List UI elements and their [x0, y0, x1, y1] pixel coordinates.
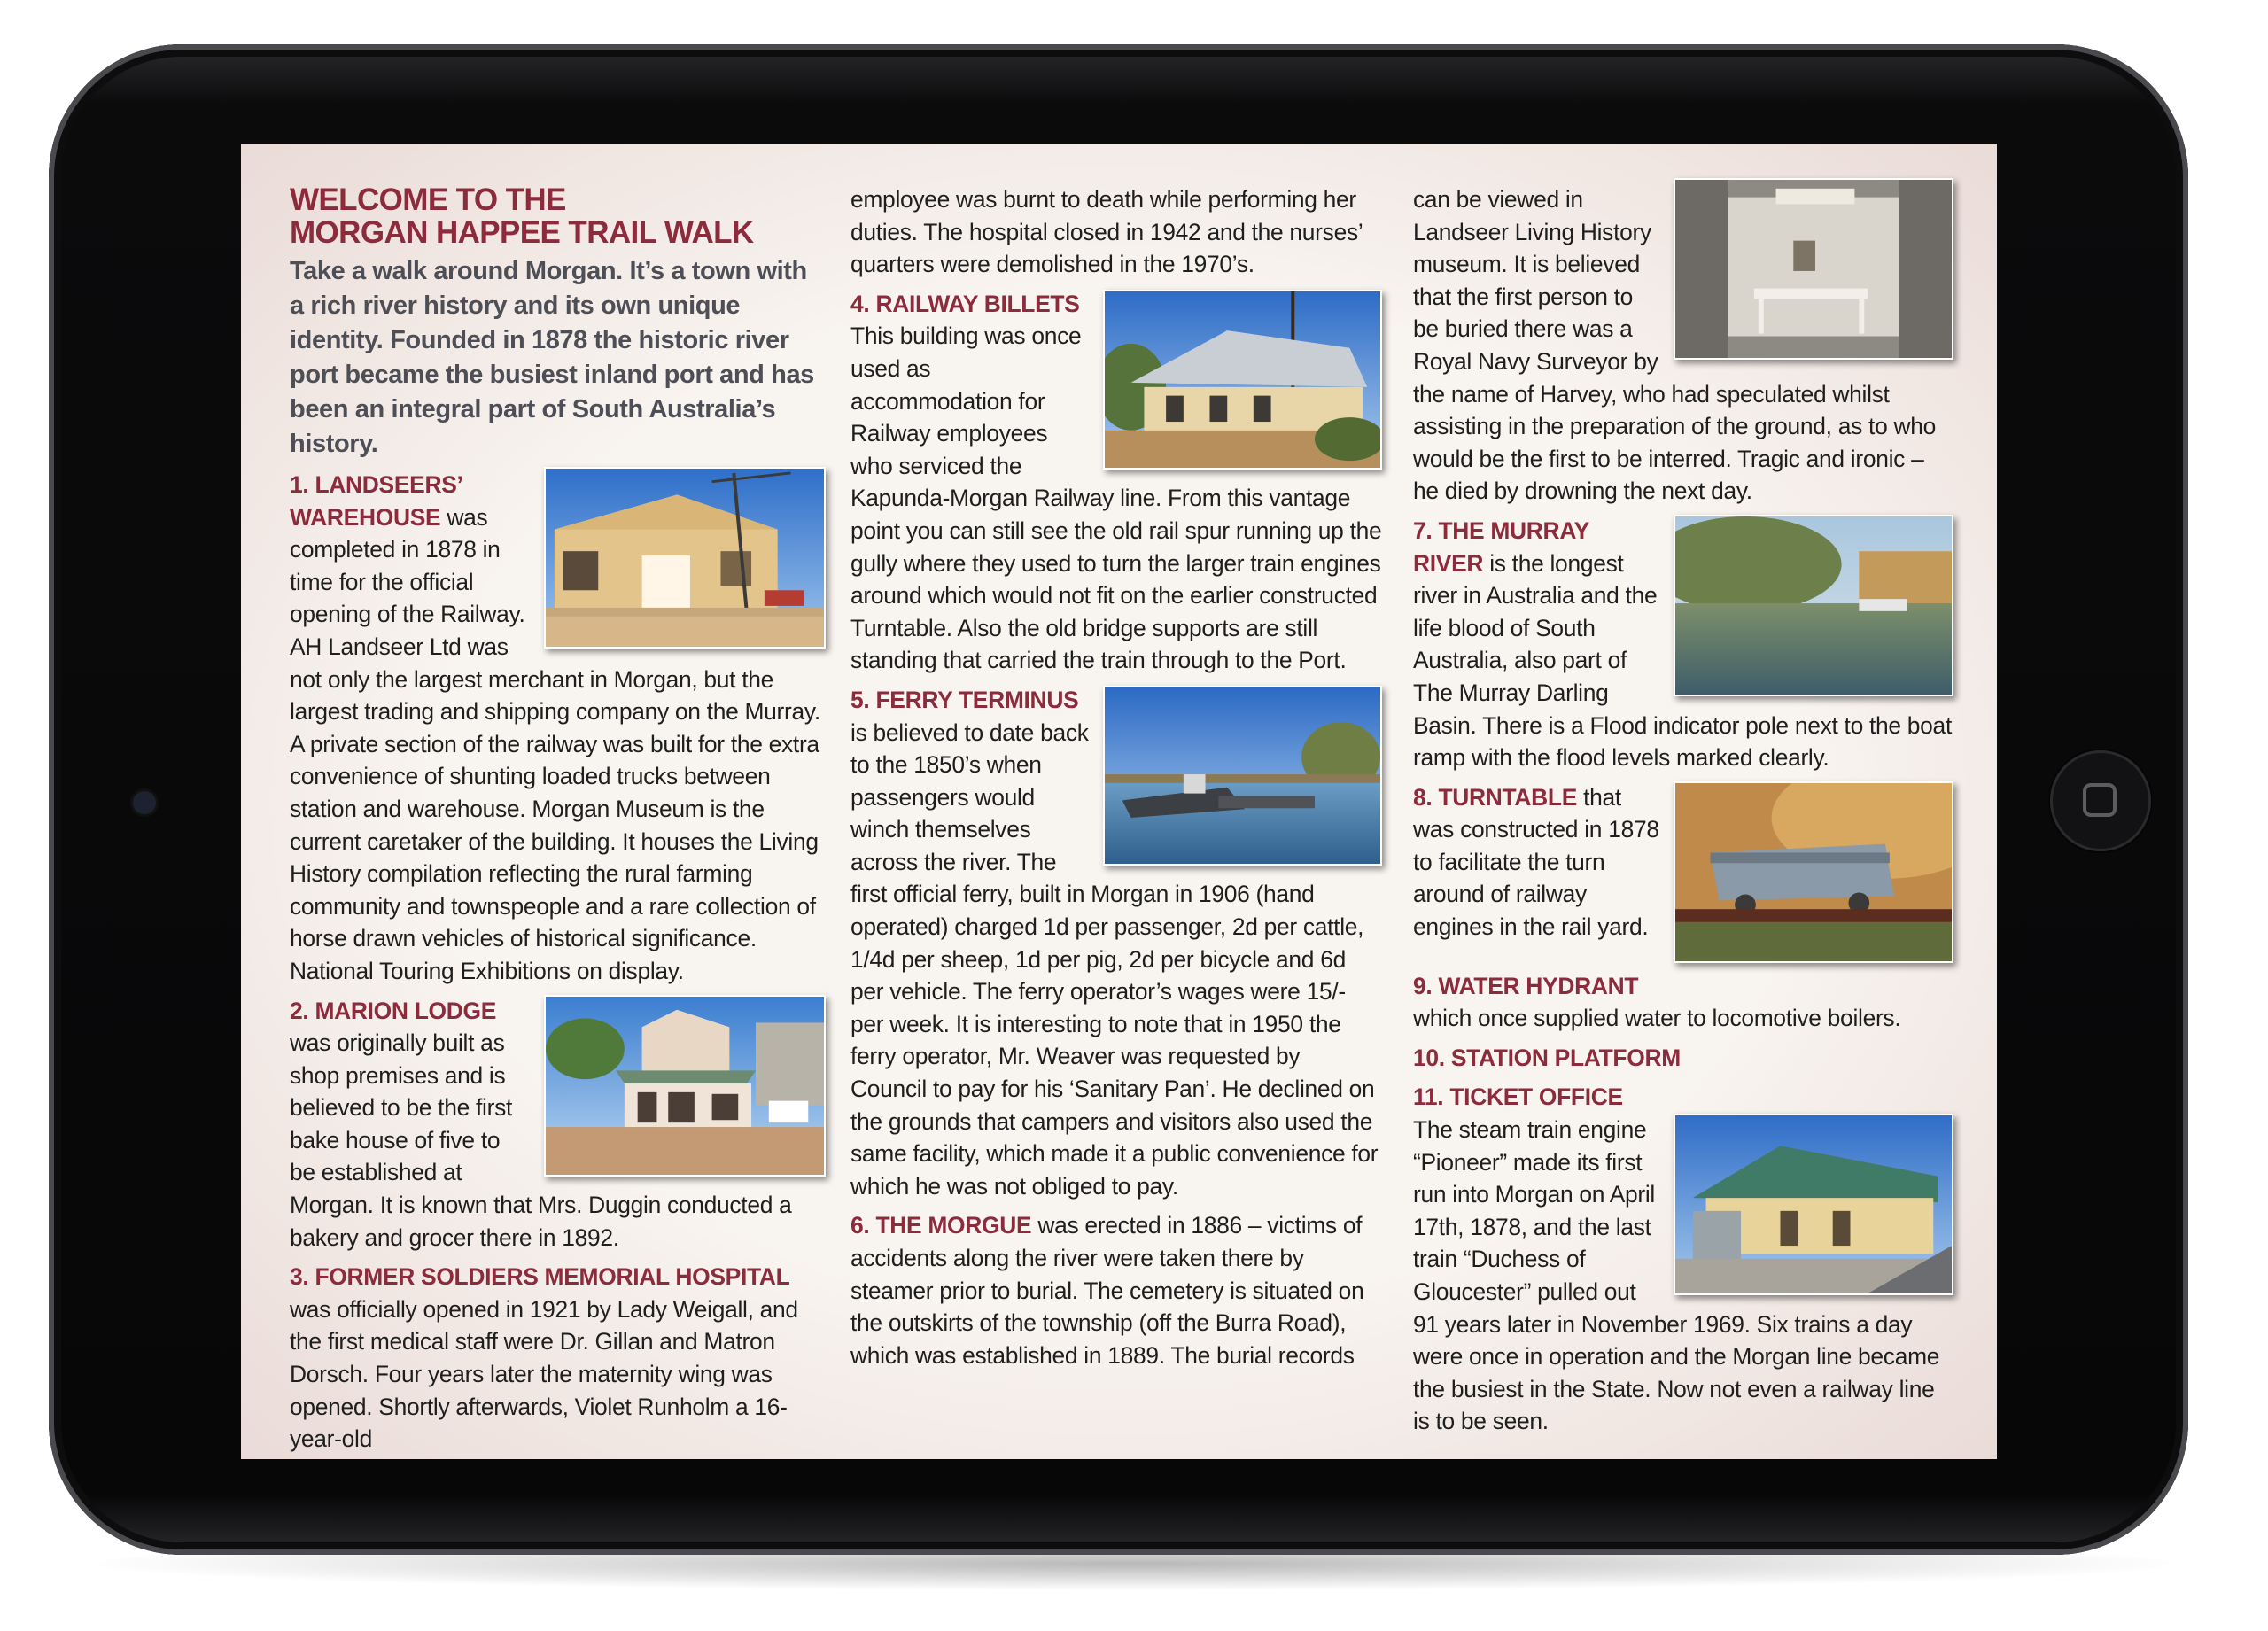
section-11-body: The steam train engine “Pioneer” made its first run into Morgan on April 17th, 1878, and the last train “Duchess of Gloucester” pulled out 91 years later in November 1969. Six trains a day were once in operation and the Morgan line became the busiest in the State. Now not even a railway line is to be seen.	[1413, 1116, 1940, 1435]
section-3-hospital	[290, 1261, 826, 1456]
section-8-turntable	[1413, 781, 1953, 944]
section-9-heading: 9. WATER HYDRANT	[1413, 972, 1639, 999]
section-7-body: is the longest river in Australia and the life blood of South Australia, also part of The Murray Darling Basin. There is a Flood indicator pole next to the boat ramp with the flood levels marked clearly.	[1413, 549, 1952, 772]
section-2-heading: 2. MARION LODGE	[290, 997, 497, 1024]
ferry-terminus-photo	[1103, 686, 1382, 866]
page-title	[290, 183, 826, 249]
column-1	[290, 183, 826, 1456]
section-10-heading: 10. STATION PLATFORM	[1413, 1044, 1681, 1071]
section-6-continued	[1413, 183, 1953, 508]
column-3	[1413, 183, 1953, 1438]
morgue-interior-photo	[1674, 178, 1953, 360]
railway-billets-photo	[1103, 290, 1382, 470]
section-9-water-hydrant	[1413, 970, 1953, 1035]
section-6-morgue	[850, 1209, 1382, 1371]
section-1-landseers-warehouse	[290, 469, 826, 988]
front-camera-icon	[133, 791, 156, 814]
intro-paragraph: Take a walk around Morgan. It’s a town with a rich river history and its own unique identity. Founded in 1878 the historic river port became the busiest inland port and has been an integral part of South Australia’s history.	[290, 257, 814, 458]
section-8-heading: 8. TURNTABLE	[1413, 783, 1578, 811]
section-10-station-platform	[1413, 1042, 1953, 1075]
marion-lodge-photo	[544, 995, 826, 1177]
title-line-2: MORGAN HAPPEE TRAIL WALK	[290, 215, 754, 250]
section-9-body: which once supplied water to locomotive boilers.	[1413, 1005, 1901, 1032]
section-11-heading: 11. TICKET OFFICE	[1413, 1083, 1623, 1111]
section-2-marion-lodge	[290, 995, 826, 1254]
section-11-continued	[1413, 1114, 1953, 1438]
section-6-continued-body: can be viewed in Landseer Living History museum. It is believed that the first person to be buried there was a Royal Navy Surveyor by the name of Harvey, who had speculated whilst assisting in the preparation of the ground, as to who would be the first to be interred. Tragic and ironic – he died by drowning the next day.	[1413, 186, 1937, 505]
section-3-body: was officially opened in 1921 by Lady Weigall, and the first medical staff were Dr. Gillan and Matron Dorsch. Four years later the maternity wing was opened. Shortly afterwards, Violet Runholm a 16-year-old	[290, 1295, 798, 1453]
section-8-body: that was constructed in 1878 to facilitate the turn around of railway engines in the rail yard.	[1413, 783, 1659, 941]
murray-river-photo	[1674, 515, 1953, 696]
section-4-railway-billets	[850, 288, 1382, 677]
ticket-office-photo	[1674, 1114, 1953, 1295]
section-2-body: was originally built as shop premises and is believed to be the first bake house of five to be established at Morgan. It is known that Mrs. Duggin conducted a bakery and grocer there in 1892.	[290, 1029, 792, 1251]
turntable-photo	[1674, 781, 1953, 963]
section-5-body: is believed to date back to the 1850’s when passengers would winch themselves across the river. The first official ferry, built in Morgan in 1906 (hand operated) charged 1d per passenger, 2d per cattle, 1/4d per sheep, 1d per pig, 2d per bicycle and 6d per vehicle. The ferry operator’s wages were 15/- per week. It is interesting to note that in 1950 the ferry operator, Mr. Weaver was requested by Council to pay for his ‘Sanitary Pan’. He declined on the grounds that campers and visitors also used the same facility, which made it a public convenience for which he was not obliged to pay.	[850, 718, 1379, 1200]
section-3-continued: employee was burnt to death while performing her duties. The hospital closed in 1942 and the nurses’ quarters were demolished in the 1970’s.	[850, 186, 1363, 278]
tablet-screen	[241, 144, 1997, 1459]
section-7-murray-river	[1413, 515, 1953, 774]
section-6-body: was erected in 1886 – victims of accidents along the river were taken there by steamer prior to burial. The cemetery is situated on the outskirts of the township (off the Burra Road), which was established in 1889. The burial records	[850, 1212, 1364, 1369]
section-6-heading: 6. THE MORGUE	[850, 1212, 1032, 1239]
section-1-heading: 1. LANDSEERS’ WAREHOUSE	[290, 471, 462, 531]
section-4-body: This building was once used as accommodation for Railway employees who serviced the Kapunda-Morgan Railway line. From this vantage point you can still see the old rail spur running up the gully where they used to turn the larger train engines around which would not fit on the earlier constructed Turntable. Also the old bridge supports are still standing that carried the train through to the Port.	[850, 322, 1382, 674]
section-4-heading: 4. RAILWAY BILLETS	[850, 290, 1080, 317]
landseers-warehouse-photo	[544, 467, 826, 649]
section-1-body: was completed in 1878 in time for the official opening of the Railway. AH Landseer Ltd was not only the largest merchant in Morgan, but the largest trading and shipping company on the Murray. A private section of the railway was built for the extra convenience of shunting loaded trucks between station and warehouse. Morgan Museum is the current caretaker of the building. It houses the Living History compilation reflecting the rural farming community and townspeople and a rare collection of horse drawn vehicles of historical significance. National Touring Exhibitions on display.	[290, 503, 820, 984]
section-3-heading: 3. FORMER SOLDIERS MEMORIAL HOSPITAL	[290, 1263, 790, 1291]
section-5-ferry-terminus	[850, 684, 1382, 1203]
home-square-icon[interactable]	[2083, 783, 2117, 817]
section-7-heading: 7. THE MURRAY RIVER	[1413, 516, 1589, 577]
column-2	[850, 183, 1382, 1371]
section-5-heading: 5. FERRY TERMINUS	[850, 686, 1079, 713]
title-line-1: WELCOME TO THE	[290, 183, 566, 217]
section-11-ticket-office	[1413, 1081, 1953, 1114]
